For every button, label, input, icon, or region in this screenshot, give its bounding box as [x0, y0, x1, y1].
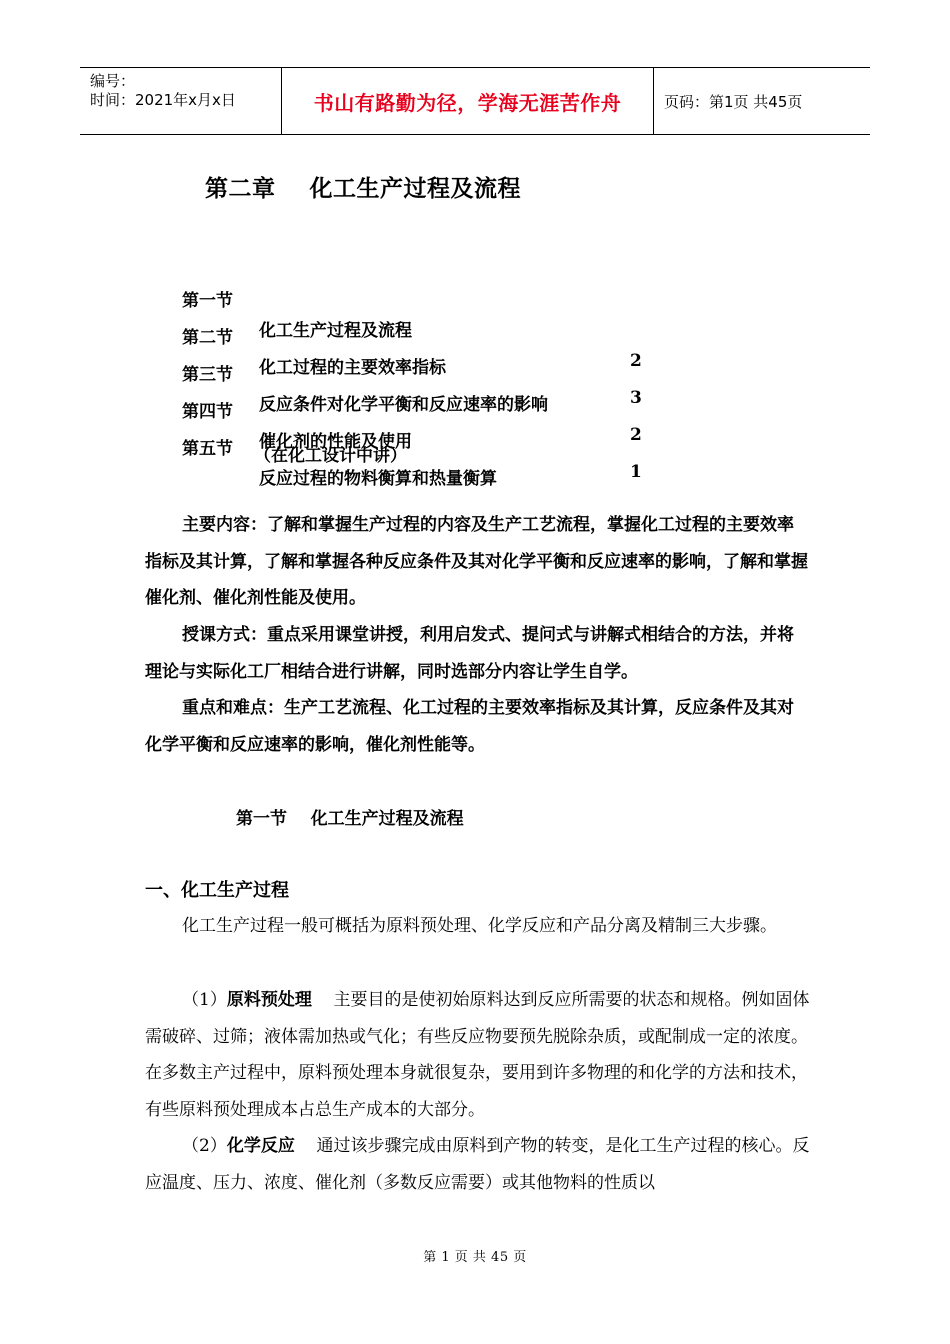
header-meta-cell — [80, 68, 282, 134]
toc-section-title: 化工生产过程及流程 — [259, 321, 412, 341]
table-of-contents — [182, 256, 652, 489]
document-header — [80, 67, 870, 135]
item-term: 原料预处理 — [226, 990, 312, 1010]
preprocessing-paragraph — [145, 982, 810, 1128]
toc-section-number: 第一节 — [182, 291, 233, 311]
header-page-info: 页码：第1页 共45页 — [664, 92, 803, 111]
toc-section-title: 反应条件对化学平衡和反应速率的影响 — [259, 395, 548, 415]
item-term: 化学反应 — [226, 1136, 295, 1156]
teaching-method-paragraph: 授课方式：重点采用课堂讲授，利用启发式、提问式与讲解式相结合的方法，并将理论与实际化工厂相结合进行讲解，同时选部分内容让学生自学。 — [145, 625, 794, 682]
toc-section-title: 反应过程的物料衡算和热量衡算 — [259, 469, 497, 489]
key-points-paragraph: 重点和难点：生产工艺流程、化工过程的主要效率指标及其计算，反应条件及其对化学平衡和反应速率的影响，催化剂性能等。 — [145, 698, 794, 755]
number-label: 编号： — [90, 72, 136, 90]
toc-section-page: 1 — [630, 462, 642, 482]
main-content-paragraph: 主要内容：了解和掌握生产过程的内容及生产工艺流程，掌握化工过程的主要效率指标及其计算，了解和掌握各种反应条件及其对化学平衡和反应速率的影响，了解和掌握催化剂、催化剂性能及使用。 — [145, 515, 808, 608]
section-title: 第一节 化工生产过程及流程 — [236, 809, 464, 829]
chapter-title: 第二章 化工生产过程及流程 — [205, 176, 522, 202]
toc-section-number: 第三节 — [182, 365, 233, 385]
toc-note: （在化工设计中讲） — [254, 446, 407, 466]
page-footer: 第 1 页 共 45 页 — [423, 1250, 527, 1265]
item-text: 主要目的是使初始原料达到反应所需要的状态和规格。例如固体需破碎、过筛；液体需加热或气化；有些反应物要预先脱除杂质，或配制成一定的浓度。在多数主产过程中，原料预处理本身就很复杂，要用到许多物理的和化学的方法和技术，有些原料预处理成本占总生产成本的大部分。 — [145, 990, 810, 1120]
toc-section-page: 2 — [630, 351, 642, 371]
toc-section-title: 化工过程的主要效率指标 — [259, 358, 446, 378]
item-text: 通过该步骤完成由原料到产物的转变，是化工生产过程的核心。反应温度、压力、浓度、催化剂（多数反应需要）或其他物料的性质以 — [145, 1136, 810, 1193]
toc-section-page: 2 — [630, 425, 642, 445]
header-motto: 书山有路勤为径，学海无涯苦作舟 — [282, 68, 654, 134]
subsection-title: 一、化工生产过程 — [145, 880, 289, 901]
reaction-paragraph — [145, 1128, 810, 1201]
toc-section-number: 第五节 — [182, 439, 233, 459]
time-label: 时间：2021年x月x日 — [90, 91, 236, 109]
intro-paragraph: 化工生产过程一般可概括为原料预处理、化学反应和产品分离及精制三大步骤。 — [182, 916, 777, 936]
toc-section-number: 第四节 — [182, 402, 233, 422]
item-number: （2） — [182, 1136, 227, 1156]
toc-section-page: 3 — [630, 388, 642, 408]
toc-section-title: 催化剂的性能及使用 — [259, 432, 412, 452]
toc-section-number: 第二节 — [182, 328, 233, 348]
item-number: （1） — [182, 990, 227, 1010]
